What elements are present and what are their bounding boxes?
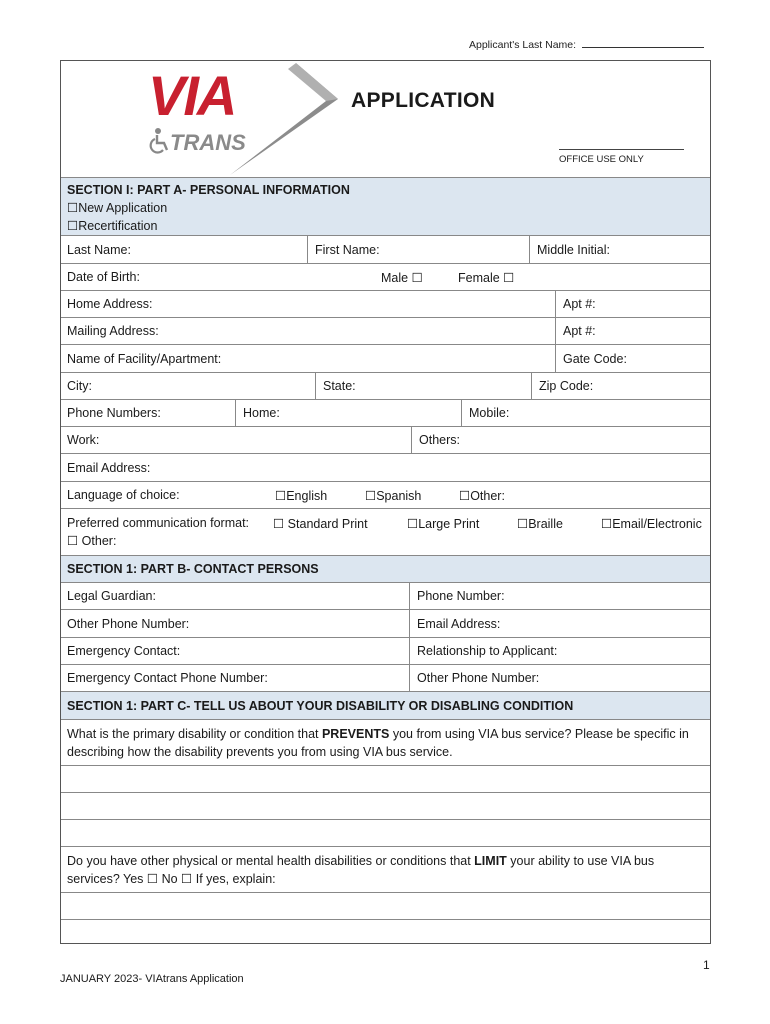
standard-print-checkbox[interactable]: ☐ Standard Print — [273, 517, 368, 531]
footer-text: JANUARY 2023- VIAtrans Application — [60, 973, 244, 985]
home-phone-field[interactable]: Home: — [243, 406, 280, 420]
answer-1-line-1[interactable] — [61, 765, 710, 792]
section-c-title: SECTION 1: PART C- TELL US ABOUT YOUR DISABILITY OR DISABLING CONDITION — [67, 699, 574, 713]
city-field[interactable]: City: — [67, 379, 92, 393]
answer-2-line-2[interactable] — [61, 919, 710, 943]
office-use-label: OFFICE USE ONLY — [559, 154, 644, 165]
dob-field[interactable]: Date of Birth: — [67, 270, 140, 284]
mailing-apt-field[interactable]: Apt #: — [563, 324, 596, 338]
section-a-header — [61, 177, 710, 235]
email-field[interactable]: Email Address: — [67, 461, 151, 475]
form-header — [61, 61, 710, 177]
phone-numbers-label: Phone Numbers: — [67, 406, 161, 420]
section-b-title: SECTION 1: PART B- CONTACT PERSONS — [67, 562, 319, 576]
home-address-row — [61, 290, 710, 317]
home-address-field[interactable]: Home Address: — [67, 297, 153, 311]
spanish-checkbox[interactable]: ☐Spanish — [365, 489, 422, 503]
emergency-row — [61, 637, 710, 664]
language-row — [61, 481, 710, 508]
guardian-other-phone-field[interactable]: Other Phone Number: — [67, 617, 190, 631]
svg-text:VIA: VIA — [148, 64, 236, 127]
gate-code-field[interactable]: Gate Code: — [563, 352, 627, 366]
question-2-text: Do you have other physical or mental health disabilities or conditions that LIMIT your ability to use VIA bus services? Yes ☐ No ☐ If yes, explain: — [67, 854, 655, 886]
phone-row — [61, 399, 710, 426]
first-name-field[interactable]: First Name: — [315, 243, 380, 257]
other-language-checkbox[interactable]: ☐Other: — [459, 489, 505, 503]
communication-label: Preferred communication format: — [67, 516, 250, 530]
page-number: 1 — [703, 958, 710, 972]
communication-row — [61, 508, 710, 555]
question-1-row — [61, 719, 710, 765]
viatrans-logo — [146, 63, 341, 175]
large-print-checkbox[interactable]: ☐Large Print — [407, 517, 480, 531]
question-1-text: What is the primary disability or condition that PREVENTS you from using VIA bus service? Please be specific in describing how the disability prevents you from using VIA bus service. — [67, 727, 689, 759]
language-label: Language of choice: — [67, 488, 180, 502]
emergency-row-2 — [61, 664, 710, 691]
english-checkbox[interactable]: ☐English — [275, 489, 328, 503]
guardian-email-field[interactable]: Email Address: — [417, 617, 501, 631]
application-form — [60, 60, 711, 944]
name-row — [61, 235, 710, 263]
legal-guardian-field[interactable]: Legal Guardian: — [67, 589, 156, 603]
applicant-last-name — [469, 38, 704, 51]
mailing-address-field[interactable]: Mailing Address: — [67, 324, 159, 338]
facility-field[interactable]: Name of Facility/Apartment: — [67, 352, 222, 366]
new-application-checkbox[interactable]: ☐New Application — [67, 201, 168, 215]
email-electronic-checkbox[interactable]: ☐Email/Electronic — [601, 517, 702, 531]
section-a-title: SECTION I: PART A- PERSONAL INFORMATION — [67, 183, 350, 197]
work-row — [61, 426, 710, 453]
state-field[interactable]: State: — [323, 379, 356, 393]
office-use-line — [559, 149, 684, 150]
emergency-other-phone-field[interactable]: Other Phone Number: — [417, 671, 540, 685]
other-phone-field[interactable]: Others: — [419, 433, 460, 447]
female-checkbox[interactable]: Female ☐ — [458, 271, 515, 285]
logo-trans-text: TRANS — [170, 130, 246, 155]
work-phone-field[interactable]: Work: — [67, 433, 100, 447]
answer-1-line-3[interactable] — [61, 819, 710, 846]
page-title: APPLICATION — [351, 89, 496, 112]
email-row — [61, 453, 710, 481]
emergency-contact-field[interactable]: Emergency Contact: — [67, 644, 181, 658]
male-checkbox[interactable]: Male ☐ — [381, 271, 423, 285]
section-c-header — [61, 691, 710, 719]
emergency-phone-field[interactable]: Emergency Contact Phone Number: — [67, 671, 268, 685]
section-b-header — [61, 555, 710, 582]
relationship-field[interactable]: Relationship to Applicant: — [417, 644, 558, 658]
home-apt-field[interactable]: Apt #: — [563, 297, 596, 311]
braille-checkbox[interactable]: ☐Braille — [517, 517, 563, 531]
guardian-row-2 — [61, 609, 710, 637]
last-name-field[interactable]: Last Name: — [67, 243, 131, 257]
dob-row — [61, 263, 710, 290]
recertification-checkbox[interactable]: ☐Recertification — [67, 219, 158, 233]
other-format-checkbox[interactable]: ☐ Other: — [67, 534, 117, 548]
middle-initial-field[interactable]: Middle Initial: — [537, 243, 610, 257]
applicant-last-name-line[interactable] — [582, 38, 704, 48]
applicant-last-name-label: Applicant's Last Name: — [469, 39, 577, 51]
guardian-row — [61, 582, 710, 609]
answer-1-line-2[interactable] — [61, 792, 710, 819]
mobile-phone-field[interactable]: Mobile: — [469, 406, 510, 420]
answer-2-line-1[interactable] — [61, 892, 710, 919]
zip-field[interactable]: Zip Code: — [539, 379, 594, 393]
question-2-row — [61, 846, 710, 892]
facility-row — [61, 344, 710, 372]
mailing-address-row — [61, 317, 710, 344]
city-row — [61, 372, 710, 399]
guardian-phone-field[interactable]: Phone Number: — [417, 589, 505, 603]
